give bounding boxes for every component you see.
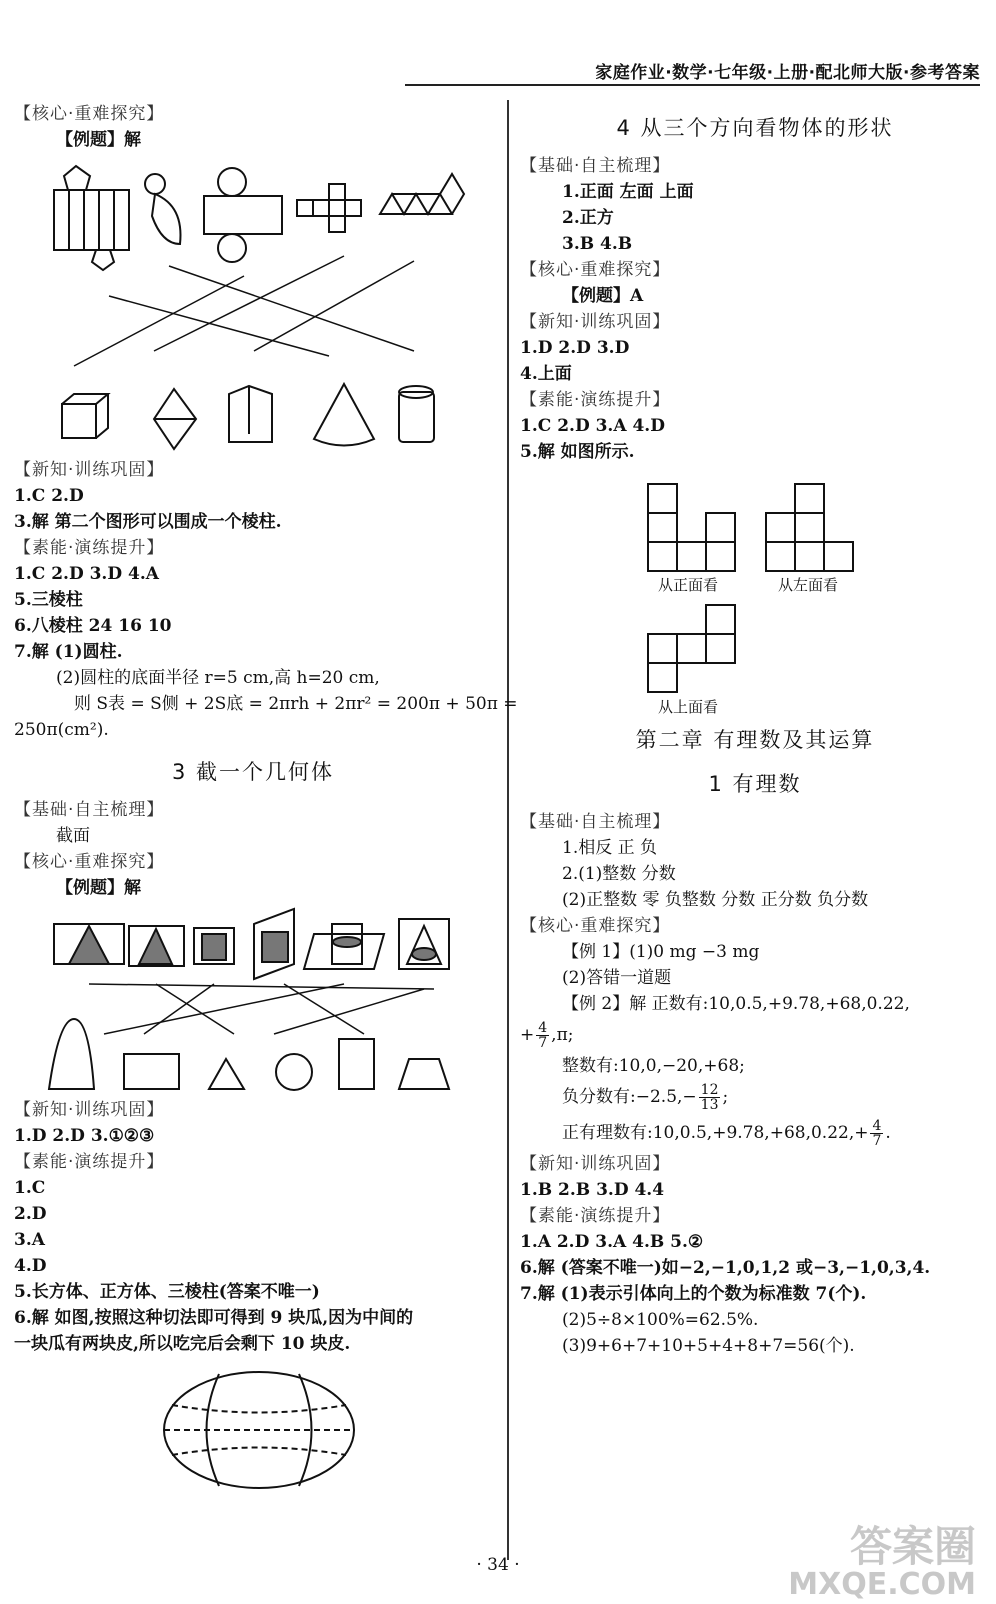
section-3-title: 3 截一个几何体	[171, 760, 335, 784]
ch-skill-1: 1.A 2.D 3.A 4.B 5.②	[520, 1232, 704, 1252]
r-basic-2: 2.正方	[562, 208, 614, 228]
nets-matching-figure	[14, 156, 484, 376]
three-views-figure	[520, 470, 990, 720]
ch-skill-7-2: (2)5÷8×100%=62.5%.	[562, 1310, 759, 1330]
sec3-heading-basic: 【基础·自主梳理】	[14, 800, 165, 820]
column-divider	[507, 100, 509, 1560]
caption-front-view: 从正面看	[658, 576, 719, 594]
pos-pre: 正有理数有:10,0.5,+9.78,+68,0.22,+	[562, 1123, 869, 1143]
ex2-frac-pre: +	[520, 1025, 535, 1045]
fraction-4-7-b	[870, 1119, 883, 1148]
q7-formula: 则 S表 = S侧 + 2S底 = 2πrh + 2πr² = 200π + 50π =	[74, 694, 518, 714]
r-skill-2: 5.解 如图所示.	[520, 442, 635, 462]
ch-heading-skill: 【素能·演练提升】	[520, 1206, 671, 1226]
ex2-frac-post: ,π;	[551, 1025, 574, 1045]
example-1: 【例 1】(1)0 mg −3 mg	[562, 942, 760, 962]
sec3-basic-answer: 截面	[56, 826, 90, 846]
watermark-line1: 答案圈	[849, 1522, 976, 1571]
r-heading-core: 【核心·重难探究】	[520, 260, 671, 280]
skill-line-4: 7.解 (1)圆柱.	[14, 642, 123, 662]
skill-line-1: 1.C 2.D 3.D 4.A	[14, 564, 159, 584]
ch-basic-1: 1.相反 正 负	[562, 838, 658, 858]
chapter-title: 第二章 有理数及其运算	[635, 728, 875, 752]
r-heading-new: 【新知·训练巩固】	[520, 312, 671, 332]
new-line-1: 1.C 2.D	[14, 486, 84, 506]
fraction-4-7	[536, 1021, 549, 1050]
sec3-skill-6: 6.解 如图,按照这种切法即可得到 9 块瓜,因为中间的	[14, 1308, 414, 1328]
cross-section-figure	[14, 904, 484, 1094]
sec3-skill-4: 4.D	[14, 1256, 47, 1276]
ch-new-answer: 1.B 2.B 3.D 4.4	[520, 1180, 665, 1200]
running-header: 家庭作业·数学·七年级·上册·配北师大版·参考答案	[405, 58, 980, 86]
sec3-new-answer: 1.D 2.D 3.①②③	[14, 1126, 155, 1146]
sec3-heading-skill: 【素能·演练提升】	[14, 1152, 165, 1172]
example-2-positive-rationals	[520, 1116, 990, 1150]
negfrac-post: ;	[722, 1087, 729, 1107]
section-1-title: 1 有理数	[708, 772, 802, 796]
ch-skill-6: 6.解 (答案不唯一)如−2,−1,0,1,2 或−3,−1,0,3,4.	[520, 1258, 931, 1278]
frac-den: 7	[538, 1035, 548, 1051]
example-1-part2: (2)答错一道题	[562, 968, 672, 988]
section-4-title: 4 从三个方向看物体的形状	[616, 116, 894, 140]
frac-den: 7	[872, 1133, 882, 1149]
r-skill-1: 1.C 2.D 3.A 4.D	[520, 416, 665, 436]
sec3-heading-new: 【新知·训练巩固】	[14, 1100, 165, 1120]
skill-line-2: 5.三棱柱	[14, 590, 83, 610]
frac-num: 12	[700, 1082, 719, 1098]
ch-heading-basic: 【基础·自主梳理】	[520, 812, 671, 832]
right-column	[520, 100, 990, 1360]
ch-skill-7-3: (3)9+6+7+10+5+4+8+7=56(个).	[562, 1336, 855, 1356]
new-line-2: 3.解 第二个图形可以围成一个棱柱.	[14, 512, 282, 532]
ch-heading-new: 【新知·训练巩固】	[520, 1154, 671, 1174]
r-basic-3: 3.B 4.B	[562, 234, 633, 254]
ch-basic-2: 2.(1)整数 分数	[562, 864, 676, 884]
watermark-line2: MXQE.COM	[788, 1567, 976, 1602]
caption-left-view: 从左面看	[778, 576, 839, 594]
page-number: · 34 ·	[476, 1555, 520, 1575]
sec3-skill-3: 3.A	[14, 1230, 45, 1250]
example-2-neg-fractions	[520, 1080, 990, 1114]
sec3-skill-2: 2.D	[14, 1204, 47, 1224]
example-2-fraction-line	[520, 1018, 990, 1052]
frac-num: 4	[872, 1118, 882, 1134]
frac-num: 4	[538, 1020, 548, 1036]
r-basic-1: 1.正面 左面 上面	[562, 182, 694, 202]
fraction-12-13	[699, 1083, 721, 1112]
r-new-1: 1.D 2.D 3.D	[520, 338, 630, 358]
r-heading-basic: 【基础·自主梳理】	[520, 156, 671, 176]
q7-part2: (2)圆柱的底面半径 r=5 cm,高 h=20 cm,	[56, 668, 380, 688]
example-label: 【例题】解	[56, 130, 141, 150]
solids-row-figure	[14, 374, 484, 454]
example-2: 【例 2】解 正数有:10,0.5,+9.78,+68,0.22,	[562, 994, 910, 1014]
left-column	[14, 100, 518, 1504]
heading-skill: 【素能·演练提升】	[14, 538, 165, 558]
ch-heading-core: 【核心·重难探究】	[520, 916, 671, 936]
r-new-2: 4.上面	[520, 364, 572, 384]
negfrac-pre: 负分数有:−2.5,−	[562, 1087, 697, 1107]
sec3-skill-5: 5.长方体、正方体、三棱柱(答案不唯一)	[14, 1282, 320, 1302]
example-2-integers: 整数有:10,0,−20,+68;	[562, 1056, 745, 1076]
pos-post: .	[885, 1123, 891, 1143]
heading-core: 【核心·重难探究】	[14, 104, 165, 124]
r-heading-skill: 【素能·演练提升】	[520, 390, 671, 410]
skill-line-3: 6.八棱柱 24 16 10	[14, 616, 172, 636]
sec3-skill-6-cont: 一块瓜有两块皮,所以吃完后会剩下 10 块皮.	[14, 1334, 351, 1354]
sec3-example-label: 【例题】解	[56, 878, 141, 898]
watermark-logo	[788, 1522, 976, 1604]
ch-skill-7: 7.解 (1)表示引体向上的个数为标准数 7(个).	[520, 1284, 867, 1304]
sec3-skill-1: 1.C	[14, 1178, 46, 1198]
r-core-answer: 【例题】A	[562, 286, 644, 306]
caption-top-view: 从上面看	[658, 698, 719, 716]
melon-figure	[14, 1360, 484, 1500]
sec3-heading-core: 【核心·重难探究】	[14, 852, 165, 872]
heading-new: 【新知·训练巩固】	[14, 460, 165, 480]
q7-result: 250π(cm²).	[14, 720, 109, 740]
frac-den: 13	[700, 1097, 719, 1113]
ch-basic-3: (2)正整数 零 负整数 分数 正分数 负分数	[562, 890, 869, 910]
